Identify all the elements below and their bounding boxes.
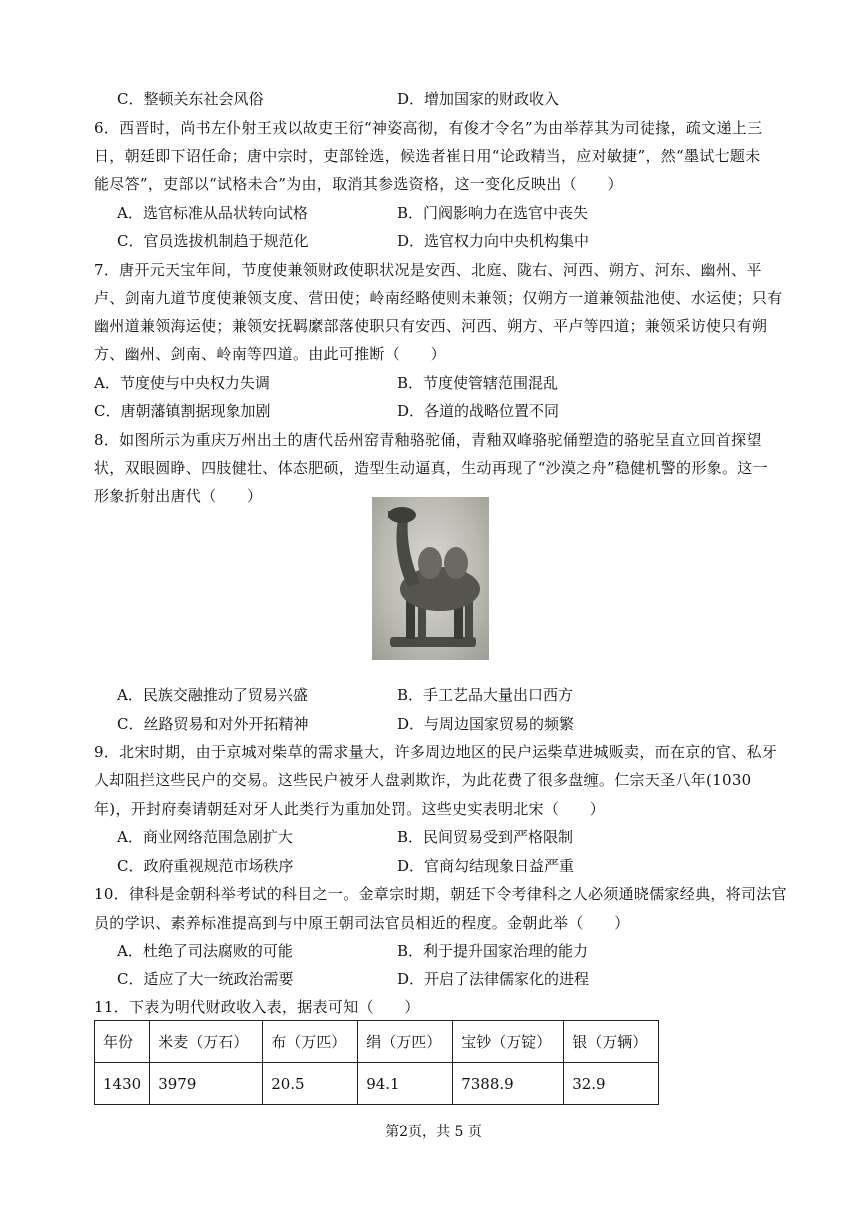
q10-option-d: D．开启了法律儒家化的进程 <box>397 970 590 988</box>
q6-stem-line-3: 能尽答”，吏部以“试格未合”为由，取消其参选资格，这一变化反映出（ ） <box>94 175 623 193</box>
q8-option-a: A．民族交融推动了贸易兴盛 <box>117 686 308 704</box>
q10-stem-line-1: 10．律科是金朝科举考试的科目之一。金章宗时期，朝廷下令考律科之人必须通晓儒家经典，将司法官 <box>94 885 787 903</box>
table-cell: 1430 <box>95 1063 150 1105</box>
q7-stem-line-1: 7．唐开元天宝年间，节度使兼领财政使职状况是安西、北庭、陇右、河西、朔方、河东、幽州、平 <box>94 261 762 279</box>
figurine-leg <box>465 601 473 639</box>
q8-stem-line-2: 状，双眼圆睁、四肢健壮、体态肥硕，造型生动逼真，生动再现了“沙漠之舟”稳健机警的形象。这一 <box>94 459 768 477</box>
camel-figurine-icon <box>372 497 489 660</box>
q7-option-b: B．节度使管辖范围混乱 <box>397 374 559 392</box>
q8-option-c: C．丝路贸易和对外开拓精神 <box>117 715 309 733</box>
q10-stem-line-2: 员的学识、素养标准提高到与中原王朝司法官员相近的程度。金朝此举（ ） <box>94 914 630 932</box>
table-header-row <box>95 1021 659 1063</box>
q7-stem-line-3: 幽州道兼领海运使；兼领安抚羁縻部落使职只有安西、河西、朔方、平卢等四道；兼领采访使只有朔 <box>94 317 768 335</box>
table-cell: 94.1 <box>358 1063 453 1105</box>
q6-option-a: A．选官标准从品状转向试格 <box>117 204 308 222</box>
q5-option-c: C．整顿关东社会风俗 <box>117 90 264 108</box>
q10-option-c: C．适应了大一统政治需要 <box>117 970 294 988</box>
table-header-cell: 米麦（万石） <box>150 1021 263 1063</box>
q9-stem-line-2: 人却阻拦这些民户的交易。这些民户被牙人盘剥欺诈，为此花费了很多盘缠。仁宗天圣八年(1030 <box>94 771 752 789</box>
q6-option-b: B．门阀影响力在选官中丧失 <box>397 204 589 222</box>
q9-option-a: A．商业网络范围急剧扩大 <box>117 828 293 846</box>
table-header-cell: 银（万辆） <box>564 1021 659 1063</box>
page-footer: 第2页，共 5 页 <box>385 1124 482 1140</box>
table-cell: 32.9 <box>564 1063 659 1105</box>
table-cell: 20.5 <box>263 1063 358 1105</box>
table-row <box>95 1063 659 1105</box>
table-cell: 3979 <box>150 1063 263 1105</box>
q7-option-a: A．节度使与中央权力失调 <box>94 374 270 392</box>
q7-stem-line-4: 方、幽州、剑南、岭南等四道。由此可推断（ ） <box>94 345 446 363</box>
q11-stem: 11．下表为明代财政收入表，据表可知（ ） <box>94 998 420 1016</box>
q8-option-d: D．与周边国家贸易的频繁 <box>397 715 575 733</box>
q10-option-a: A．杜绝了司法腐败的可能 <box>117 942 293 960</box>
q7-stem-line-2: 卢、剑南九道节度使兼领支度、营田使；岭南经略使则未兼领；仅朔方一道兼领盐池使、水运使；只有 <box>94 289 783 307</box>
table-header-cell: 布（万匹） <box>263 1021 358 1063</box>
q9-stem-line-1: 9．北宋时期，由于京城对柴草的需求量大，许多周边地区的民户运柴草进城贩卖，而在京的官、私牙 <box>94 743 778 761</box>
q8-stem-line-3: 形象折射出唐代（ ） <box>94 487 263 505</box>
q6-option-c: C．官员选拔机制趋于规范化 <box>117 232 309 250</box>
q6-stem-line-2: 日，朝廷即下诏任命；唐中宗时，吏部铨选，候选者崔日用“论政精当，应对敏捷”，然“墨试七题未 <box>94 147 761 165</box>
camel-figurine-photo <box>372 497 489 660</box>
table-header-cell: 宝钞（万锭） <box>453 1021 564 1063</box>
q10-option-b: B．利于提升国家治理的能力 <box>397 942 589 960</box>
figurine-neck <box>396 519 420 587</box>
q6-option-d: D．选官权力向中央机构集中 <box>397 232 590 250</box>
figurine-muzzle <box>388 511 398 518</box>
q8-option-b: B．手工艺品大量出口西方 <box>397 686 574 704</box>
q9-option-c: C．政府重视规范市场秩序 <box>117 857 294 875</box>
q7-option-d: D．各道的战略位置不同 <box>397 402 560 420</box>
figurine-hump <box>444 547 468 579</box>
q8-stem-line-1: 8．如图所示为重庆万州出土的唐代岳州窑青釉骆驼俑，青釉双峰骆驼俑塑造的骆驼呈直立回首探望 <box>94 431 762 449</box>
table-header-cell: 绢（万匹） <box>358 1021 453 1063</box>
q9-stem-line-3: 年)，开封府奏请朝廷对牙人此类行为重加处罚。这些史实表明北宋（ ） <box>94 800 606 818</box>
table-cell: 7388.9 <box>453 1063 564 1105</box>
figurine-hump <box>418 547 442 579</box>
finance-table <box>94 1020 659 1105</box>
figurine-base <box>390 637 476 647</box>
q5-option-d: D．增加国家的财政收入 <box>397 90 560 108</box>
table-header-cell: 年份 <box>95 1021 150 1063</box>
q6-stem-line-1: 6．西晋时，尚书左仆射王戎以故吏王衍“神姿高彻，有俊才令名”为由举荐其为司徒掾，疏文递上三 <box>94 119 763 137</box>
q9-option-b: B．民间贸易受到严格限制 <box>397 828 574 846</box>
q9-option-d: D．官商勾结现象日益严重 <box>397 857 575 875</box>
q7-option-c: C．唐朝藩镇割据现象加剧 <box>94 402 271 420</box>
